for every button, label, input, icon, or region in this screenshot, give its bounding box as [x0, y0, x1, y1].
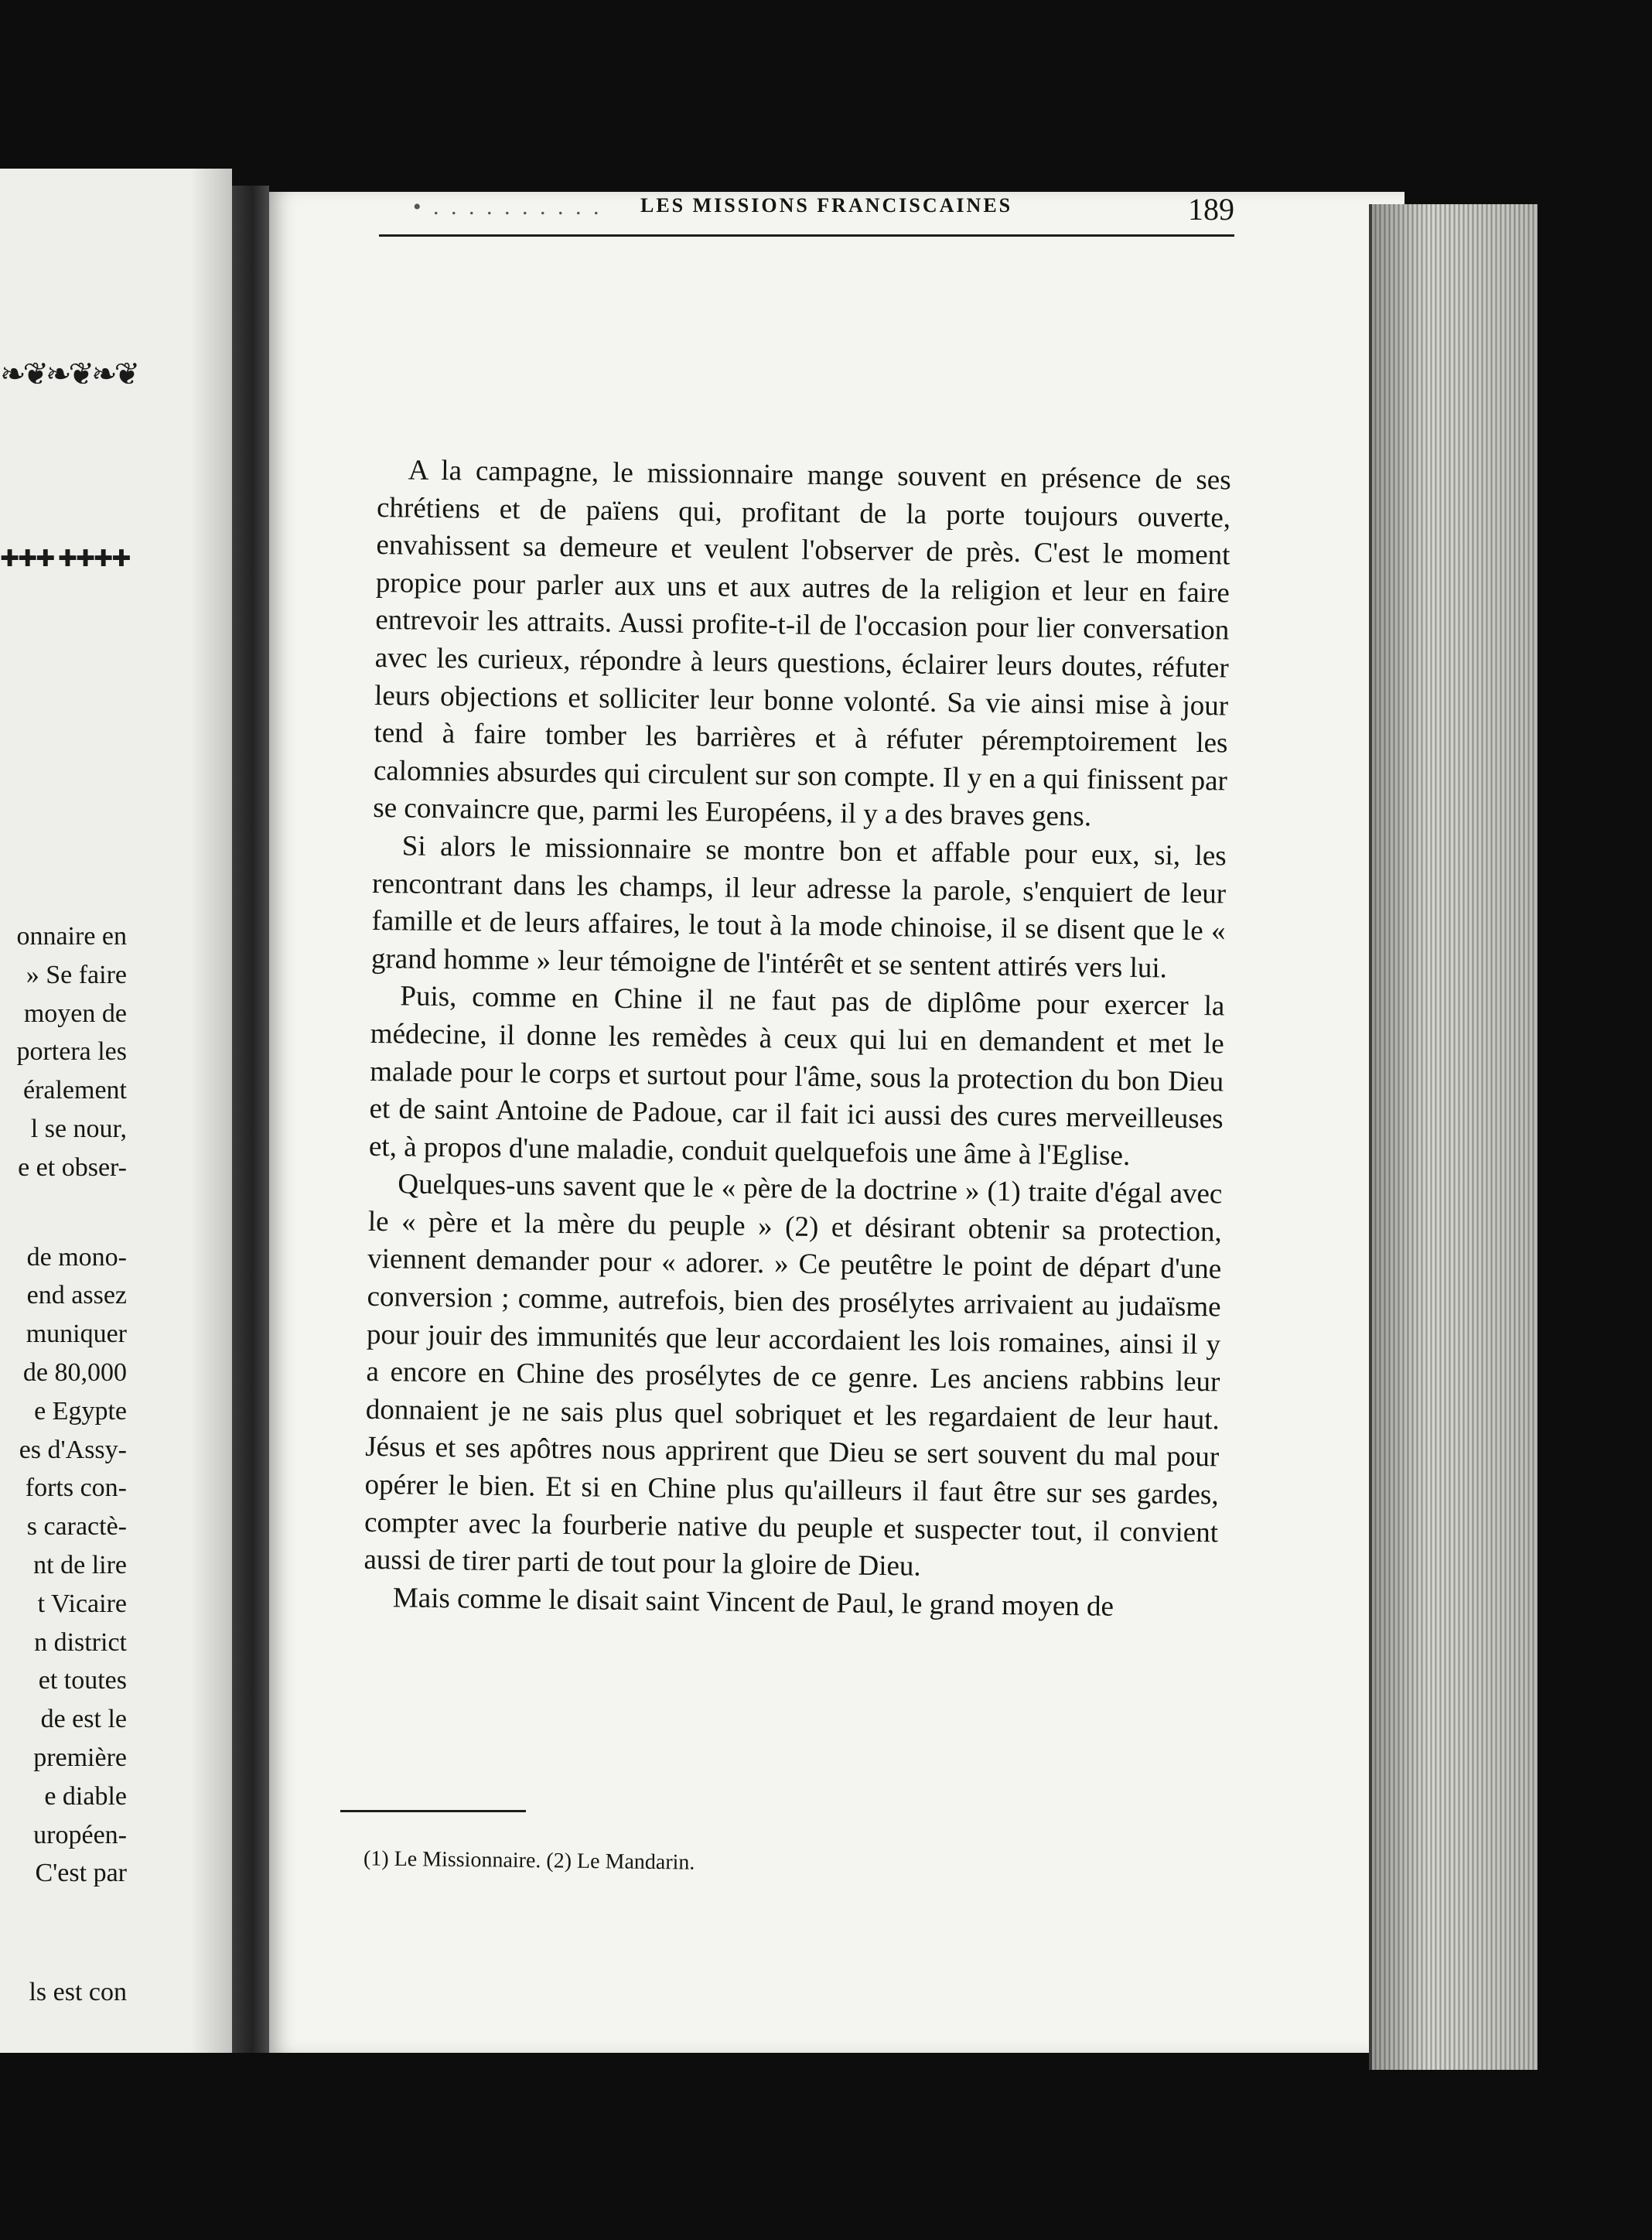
footnote-rule	[340, 1810, 526, 1812]
left-page-line: moyen de	[23, 999, 127, 1028]
book-gutter	[232, 186, 269, 2053]
left-page-line: forts con-	[25, 1473, 127, 1503]
body-text	[364, 452, 1231, 1627]
left-page-line: première	[33, 1743, 127, 1772]
left-page-footnote-fragment: ls est con	[29, 1978, 127, 2006]
footnote: (1) Le Missionnaire. (2) Le Mandarin.	[363, 1846, 695, 1875]
left-facing-page	[0, 169, 232, 2053]
paragraph: A la campagne, le missionnaire mange souvent en présence de ses chrétiens et de païens qui, profitant de la porte toujours ouverte, envahissent sa demeure et veulent l'observer de près. C'est le moment propice pour parler aux uns et aux autres de la religion et leur en faire entrevoir les attraits. Aussi profite-t-il de l'occasion pour lier conversation avec les curieux, répondre à leurs questions, éclairer leurs doutes, réfuter leurs objections et solliciter leur bonne volonté. Sa vie ainsi mise à jour tend à faire tomber les barrières et à réfuter péremptoirement les calomnies absurdes qui circulent sur son compte. Il y en a qui finissent par se convaincre que, parmi les Européens, il y a des braves gens.	[373, 454, 1231, 833]
header-rule	[379, 234, 1234, 237]
left-page-line: onnaire en	[16, 922, 127, 951]
left-page-line: s caractè-	[26, 1512, 127, 1542]
paragraph: Puis, comme en Chine il ne faut pas de diplôme pour exercer la médecine, il donne les remèdes à ceux qui lui en demandent et met le malade pour le corps et surtout pour l'âme, sous la protection du bon Dieu et de saint Antoine de Padoue, car il fait ici aussi des cures merveilleuses et, à propos d'une maladie, conduit quelquefois une âme à l'Eglise.	[368, 980, 1225, 1172]
left-page-line: muniquer	[26, 1320, 127, 1349]
left-page-line: n district	[34, 1627, 127, 1657]
paragraph: Mais comme le disait saint Vincent de Paul, le grand moyen de	[392, 1582, 1114, 1623]
left-page-line: éralement	[22, 1076, 127, 1105]
left-page-shadow	[190, 169, 232, 2053]
header-dots: • . . . . . . . . . .	[413, 194, 602, 220]
left-page-line: et toutes	[38, 1666, 127, 1695]
left-page-line: es d'Assy-	[19, 1435, 127, 1464]
left-page-line: e Egypte	[34, 1396, 127, 1426]
left-page-line: nt de lire	[33, 1550, 127, 1579]
page-number: 189	[1188, 192, 1234, 227]
left-page-line: de mono-	[26, 1242, 127, 1272]
left-page-line: e et obser-	[18, 1152, 127, 1182]
left-page-line: portera les	[16, 1037, 127, 1067]
left-page-cross-ornament: ✚✚✚ ✚✚✚✚	[0, 546, 130, 572]
paragraph: Si alors le missionnaire se montre bon et affable pour eux, si, les rencontrant dans les champs, il leur adresse la parole, s'enquiert de leur famille et de leurs affaires, le tout à la mode chinoise, il se disent que le « grand homme » leur témoigne de l'intérêt et se sentent attirés vers lui.	[370, 830, 1227, 985]
left-page-line: uropéen-	[33, 1820, 127, 1849]
page-block-edge	[1369, 204, 1538, 2070]
left-page-line: de est le	[40, 1705, 127, 1734]
left-page-line: C'est par	[35, 1859, 127, 1888]
left-page-line: l se nour,	[30, 1114, 127, 1143]
left-page-line: de 80,000	[22, 1357, 127, 1387]
header-title: LES MISSIONS FRANCISCAINES	[640, 194, 1013, 217]
left-page-text-fragments	[16, 917, 127, 1893]
left-page-line: t Vicaire	[37, 1589, 127, 1618]
left-page-line: » Se faire	[26, 960, 127, 989]
running-header	[377, 191, 1234, 227]
paragraph: Quelques-uns savent que le « père de la doctrine » (1) traite d'égal avec le « père et la mère du peuple » (2) et désirant obtenir sa protection, viennent demander pour « adorer. » Ce peutêtre le point de départ d'une conversion ; comme, autrefois, bien des prosélytes arrivaient au judaïsme pour jouir des immunités que leur accordaient les lois romaines, ainsi il y a encore en Chine des prosélytes de ce genre. Les anciens rabbins leur donnaient je ne sais plus quel sobriquet et les regardaient de leur haut. Jésus et ses apôtres nous apprirent que Dieu se sert souvent du mal pour opérer le bien. Et si en Chine plus qu'ailleurs il faut être sur ses gardes, compter avec la fourberie native du peuple et suspecter tout, il convient aussi de tirer parti de tout pour la gloire de Dieu.	[364, 1168, 1223, 1583]
left-page-line: e diable	[44, 1781, 127, 1811]
left-page-ornament: ❧❦❧❦❧❦	[0, 357, 138, 391]
left-page-line: end assez	[26, 1281, 127, 1310]
